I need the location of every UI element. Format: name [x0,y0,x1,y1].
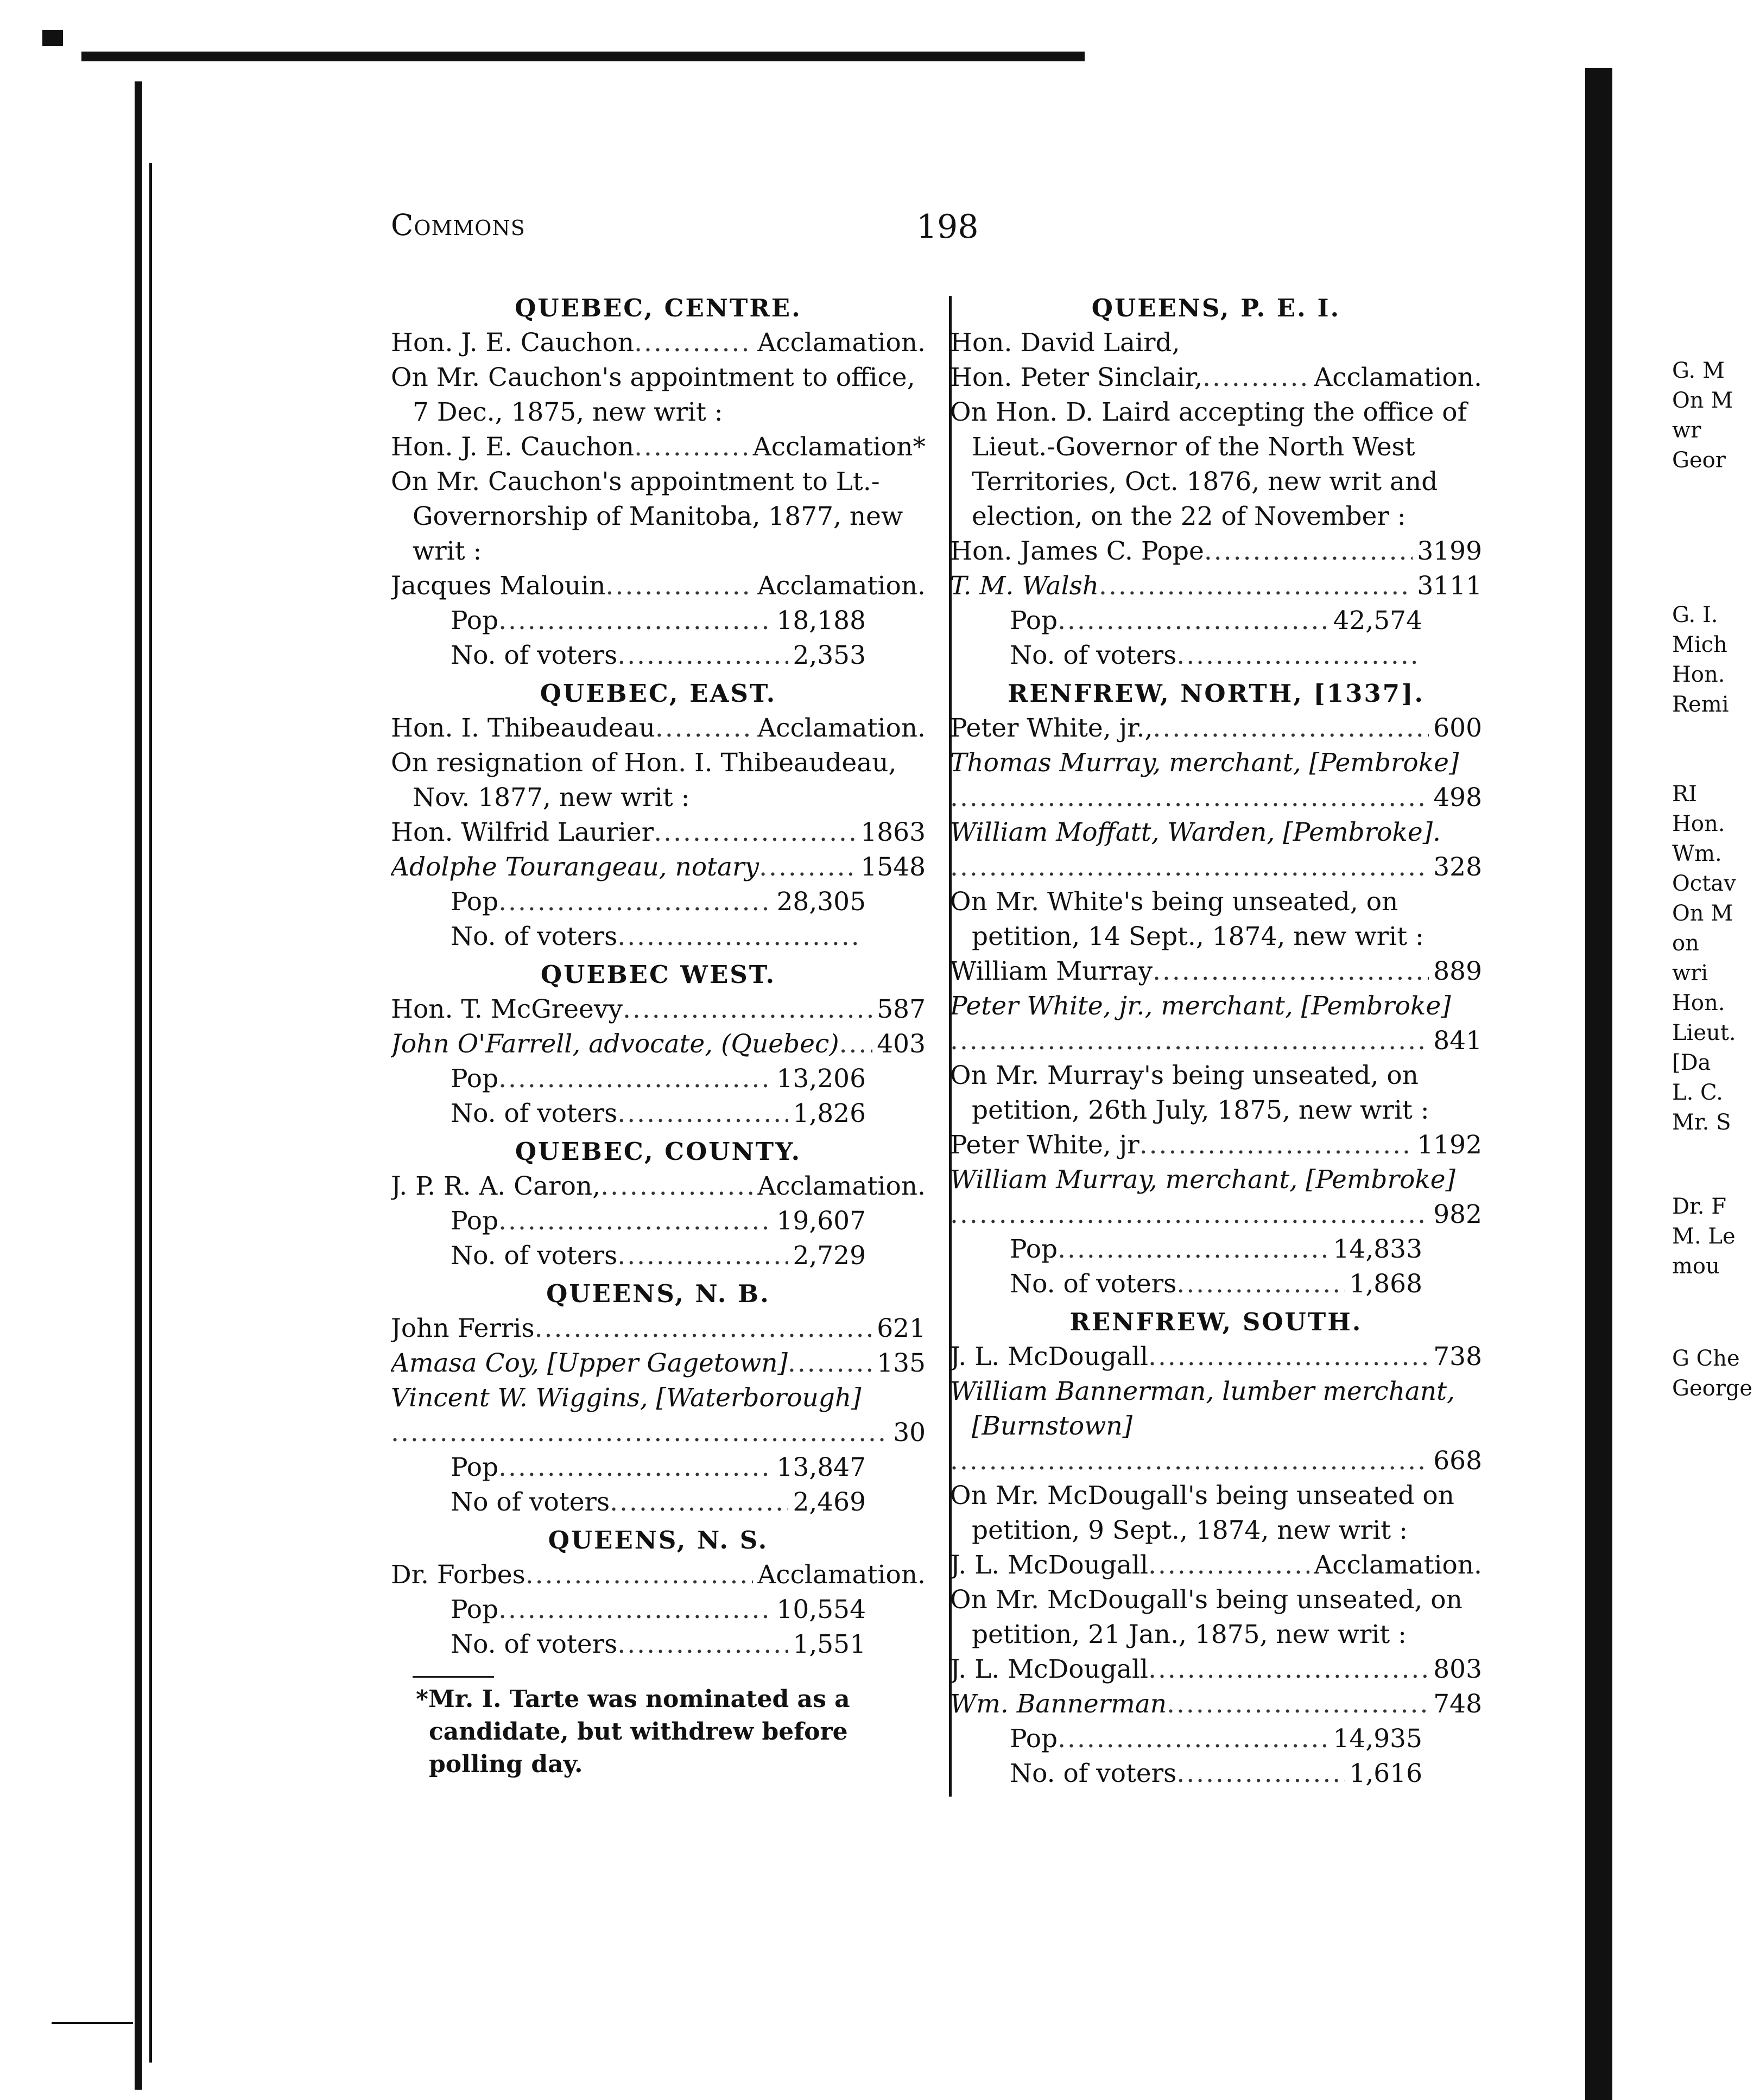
leader-dots [950,1444,1429,1479]
row-name: John O'Farrell, advocate, (Quebec) [391,1029,839,1059]
row-name: Hon. J. E. Cauchon [391,328,635,358]
left-column [391,288,926,1781]
row-name: No. of voters [451,922,618,951]
entry-text: Vincent W. Wiggins, [Waterborough] [391,1383,862,1413]
row-name: No of voters [451,1487,610,1517]
leader-dots [950,1024,1429,1058]
leader-dots [535,1311,873,1346]
edge-fragment: Octav [1672,871,1736,896]
candidate-row [391,850,926,885]
leader-dots [1148,1652,1429,1687]
edge-fragment: Mich [1672,632,1727,657]
stat-row [391,1062,926,1096]
row-name: No. of voters [451,1241,618,1271]
leader-dots [1058,1722,1328,1756]
edge-fragment: G Che [1672,1346,1740,1371]
row-value: 14,935 [1333,1724,1422,1754]
row-name: Pop [451,1595,499,1625]
edge-fragment: Hon. [1672,811,1725,836]
leader-dots [526,1558,754,1593]
row-value: 498 [1433,783,1482,813]
leader-dots [655,711,753,746]
row-name: Dr. Forbes [391,1560,526,1590]
row-value: 13,206 [776,1064,866,1094]
leader-dots [950,781,1429,815]
row-name: No. of voters [1010,640,1177,670]
row-value: 3199 [1417,536,1482,566]
page-number: 198 [916,208,979,246]
leader-dots [1058,1232,1328,1267]
leader-dots [610,1485,788,1520]
candidate-row [391,1558,926,1593]
edge-fragment: On M [1672,901,1733,926]
row-value: 621 [877,1314,926,1343]
row-name: Pop [1010,606,1058,636]
candidate-row [950,569,1482,604]
row-value: 18,188 [776,606,866,636]
candidate-row [950,1548,1482,1583]
section-heading: QUEENS, P. E. I. [1091,294,1341,322]
entry-text: William Murray, merchant, [Pembroke] [950,1165,1455,1195]
leader-dots [498,1204,772,1239]
candidate-row [950,534,1482,569]
row-name: No. of voters [1010,1759,1177,1788]
leader-dots [1204,534,1413,569]
row-name: Wm. Bannerman [950,1689,1167,1719]
row-name: Hon. James C. Pope [950,536,1204,566]
candidate-row [950,1024,1482,1058]
row-name: Pop [451,1064,499,1094]
row-name: Pop [451,887,499,917]
row-value: 403 [877,1029,926,1059]
stat-row [391,1485,926,1520]
row-value: Acclamation. [757,1560,926,1590]
row-value: 10,554 [776,1595,866,1625]
leader-dots [498,1450,772,1485]
stat-row [391,1096,926,1131]
stat-row [391,1450,926,1485]
row-name: William Murray [950,956,1153,986]
scan-edge-mark [42,30,63,46]
stat-row [391,1239,926,1273]
row-value: 1,868 [1349,1269,1422,1299]
leader-dots [950,1197,1429,1232]
leader-dots [1058,604,1328,638]
candidate-row [950,954,1482,989]
leader-dots [788,1346,872,1381]
stat-row [391,604,926,638]
entry-text: William Bannerman, lumber merchant, [Burnstown] [950,1376,1455,1441]
scan-left-binding [135,81,142,2090]
leader-dots [1148,1340,1429,1374]
candidate-row [950,360,1482,395]
leader-dots [617,1096,788,1131]
row-value: 889 [1433,956,1482,986]
row-value: 3111 [1417,571,1482,601]
stat-row [950,1756,1482,1791]
row-value: Acclamation. [757,328,926,358]
leader-dots [1176,1756,1345,1791]
row-name: No. of voters [1010,1269,1177,1299]
row-value: 1,826 [793,1099,866,1128]
row-name: No. of voters [451,1099,618,1128]
row-value: Acclamation. [757,571,926,601]
row-name: No. of voters [451,1629,618,1659]
stat-row [950,1722,1482,1756]
scan-right-bar [1585,68,1612,2100]
leader-dots [1167,1687,1429,1722]
row-value: Acclamation. [757,1171,926,1201]
row-name: J. P. R. A. Caron, [391,1171,601,1201]
edge-fragment: M. Le [1672,1224,1736,1249]
edge-fragment: wr [1672,418,1701,443]
edge-fragment: wri [1672,961,1708,986]
candidate-row [950,1197,1482,1232]
leader-dots [1176,1267,1345,1302]
candidate-row [391,1027,926,1062]
row-name: Peter White, jr., [950,713,1153,743]
row-value: 803 [1433,1654,1482,1684]
row-name: John Ferris [391,1314,535,1343]
row-value: 28,305 [776,887,866,917]
section-heading: QUEENS, N. S. [548,1526,769,1555]
stat-row [391,885,926,919]
row-value: 13,847 [776,1452,866,1482]
row-name: No. of voters [451,640,618,670]
entry-text: On Mr. Murray's being unseated, on petition, 26th July, 1875, new writ : [950,1061,1429,1125]
row-value: 1,616 [1349,1759,1422,1788]
row-value: 14,833 [1333,1234,1422,1264]
leader-dots [498,1593,772,1627]
entry-text: William Moffatt, Warden, [Pembroke]. [950,817,1441,847]
edge-fragment: George [1672,1376,1753,1401]
row-name: Hon. J. E. Cauchon [391,432,635,462]
candidate-row [950,850,1482,885]
row-value: 2,353 [793,640,866,670]
candidate-row [391,1311,926,1346]
edge-fragment: Hon. [1672,991,1725,1016]
row-name: Hon. T. McGreevy [391,994,623,1024]
leader-dots [617,1239,788,1273]
leader-dots [1099,569,1413,604]
row-value: 42,574 [1333,606,1422,636]
candidate-row [391,326,926,360]
row-name: Hon. Peter Sinclair, [950,363,1203,392]
candidate-row [950,1444,1482,1479]
row-value: 1192 [1417,1130,1482,1160]
stat-row [391,1627,926,1662]
candidate-row [391,815,926,850]
leader-dots [1202,360,1309,395]
entry-text: On resignation of Hon. I. Thibeaudeau, Nov. 1877, new writ : [391,748,897,813]
leader-dots [1139,1128,1413,1163]
candidate-row [391,569,926,604]
entry-text: Hon. David Laird, [950,328,1180,358]
entry-text: Peter White, jr., merchant, [Pembroke] [950,991,1451,1021]
stat-row [950,1232,1482,1267]
row-name: J. L. McDougall [950,1342,1149,1372]
section-heading: QUEENS, N. B. [546,1279,770,1308]
row-name: Pop [1010,1724,1058,1754]
stat-row [391,638,926,673]
scan-top-rule [81,52,1085,61]
row-value: 30 [893,1418,926,1448]
row-value: 1548 [860,852,926,882]
row-value: 328 [1433,852,1482,882]
candidate-row [391,1346,926,1381]
leader-dots [1153,711,1429,746]
leader-dots [1153,954,1429,989]
row-value: 841 [1433,1026,1482,1056]
candidate-row [391,430,926,465]
row-value: 1,551 [793,1629,866,1659]
row-value: 135 [877,1348,926,1378]
candidate-row [950,711,1482,746]
edge-fragment: on [1672,931,1699,956]
leader-dots [498,885,772,919]
section-heading: QUEBEC, COUNTY. [515,1137,802,1166]
row-value [862,919,866,954]
scan-left-binding-thin [149,163,152,2063]
candidate-row [391,711,926,746]
entry-text: On Mr. White's being unseated, on petition, 14 Sept., 1874, new writ : [950,887,1424,951]
row-value: 738 [1433,1342,1482,1372]
page-header-left: Commons [391,208,526,242]
edge-fragment: Geor [1672,448,1726,473]
edge-fragment: On M [1672,388,1733,413]
section-heading: RENFREW, SOUTH. [1069,1308,1363,1336]
row-name: Pop [451,1206,499,1236]
candidate-row [391,1169,926,1204]
edge-fragment: [Da [1672,1050,1711,1075]
row-name: Peter White, jr [950,1130,1139,1160]
entry-text: On Mr. McDougall's being unseated, on petition, 21 Jan., 1875, new writ : [950,1585,1463,1649]
edge-fragment: Mr. S [1672,1110,1731,1135]
section-heading: QUEBEC WEST. [540,960,776,989]
leader-dots [1176,638,1418,673]
leader-dots [950,850,1429,885]
row-value: 587 [877,994,926,1024]
footnote-rule [413,1676,494,1678]
entry-text: On Hon. D. Laird accepting the office of Lieut.-Governor of the North West Territories, Oct. 1876, new writ and election, on the 22 of November : [950,397,1467,531]
row-value: 668 [1433,1446,1482,1476]
row-value: Acclamation. [1314,363,1482,392]
entry-text: Thomas Murray, merchant, [Pembroke] [950,748,1459,778]
edge-fragment: Lieut. [1672,1020,1736,1045]
leader-dots [617,919,862,954]
leader-dots [600,1169,753,1204]
row-value: 748 [1433,1689,1482,1719]
leader-dots [498,604,772,638]
leader-dots [605,569,753,604]
row-name: J. L. McDougall [950,1550,1149,1580]
edge-fragment: Hon. [1672,662,1725,687]
row-value: 1863 [860,817,926,847]
edge-fragment: Dr. F [1672,1194,1726,1219]
leader-dots [617,1627,788,1662]
right-column [950,288,1482,1791]
row-value: 2,469 [793,1487,866,1517]
stat-row [950,1267,1482,1302]
leader-dots [617,638,788,673]
row-name: Hon. I. Thibeaudeau [391,713,655,743]
row-value: 982 [1433,1200,1482,1229]
row-name: J. L. McDougall [950,1654,1149,1684]
entry-text: On Mr. Cauchon's appointment to office, 7 Dec., 1875, new writ : [391,363,915,427]
edge-fragment: G. M [1672,358,1725,383]
edge-fragment: Remi [1672,692,1729,717]
edge-fragment: L. C. [1672,1080,1723,1105]
edge-fragment: Wm. [1672,841,1722,866]
row-value: Acclamation. [757,713,926,743]
leader-dots [391,1416,889,1450]
candidate-row [950,1128,1482,1163]
scan-bottom-mark [52,2022,133,2024]
candidate-row [950,1340,1482,1374]
row-name: T. M. Walsh [950,571,1099,601]
entry-text: On Mr. Cauchon's appointment to Lt.-Governorship of Manitoba, 1877, new writ : [391,467,903,566]
leader-dots [654,815,856,850]
candidate-row [950,1687,1482,1722]
row-value: Acclamation. [1314,1550,1482,1580]
footnote: *Mr. I. Tarte was nominated as a candidate, but withdrew before polling day. [416,1685,850,1778]
stat-row [391,1204,926,1239]
row-value [1418,638,1422,673]
stat-row [391,1593,926,1627]
edge-fragment: mou [1672,1254,1720,1279]
candidate-row [391,1416,926,1450]
leader-dots [634,430,749,465]
leader-dots [498,1062,772,1096]
stat-row [950,638,1482,673]
section-heading: QUEBEC, CENTRE. [515,294,802,322]
leader-dots [634,326,753,360]
row-name: Jacques Malouin [391,571,606,601]
stat-row [950,604,1482,638]
row-name: Hon. Wilfrid Laurier [391,817,654,847]
edge-fragment: G. I. [1672,602,1718,627]
candidate-row [950,1652,1482,1687]
leader-dots [759,850,856,885]
leader-dots [839,1027,873,1062]
row-name: Amasa Coy, [Upper Gagetown] [391,1348,788,1378]
entry-text: On Mr. McDougall's being unseated on petition, 9 Sept., 1874, new writ : [950,1481,1454,1545]
candidate-row [950,781,1482,815]
candidate-row [391,992,926,1027]
leader-dots [1148,1548,1309,1583]
section-heading: RENFREW, NORTH, [1337]. [1007,679,1425,708]
row-name: Pop [451,1452,499,1482]
row-value: 19,607 [776,1206,866,1236]
row-name: Pop [451,606,499,636]
section-heading: QUEBEC, EAST. [540,679,777,708]
row-name: Adolphe Tourangeau, notary [391,852,759,882]
row-name: Pop [1010,1234,1058,1264]
row-value: 600 [1433,713,1482,743]
leader-dots [623,992,872,1027]
row-value: Acclamation* [752,432,926,462]
row-value: 2,729 [793,1241,866,1271]
edge-fragment: RI [1672,782,1697,807]
stat-row [391,919,926,954]
